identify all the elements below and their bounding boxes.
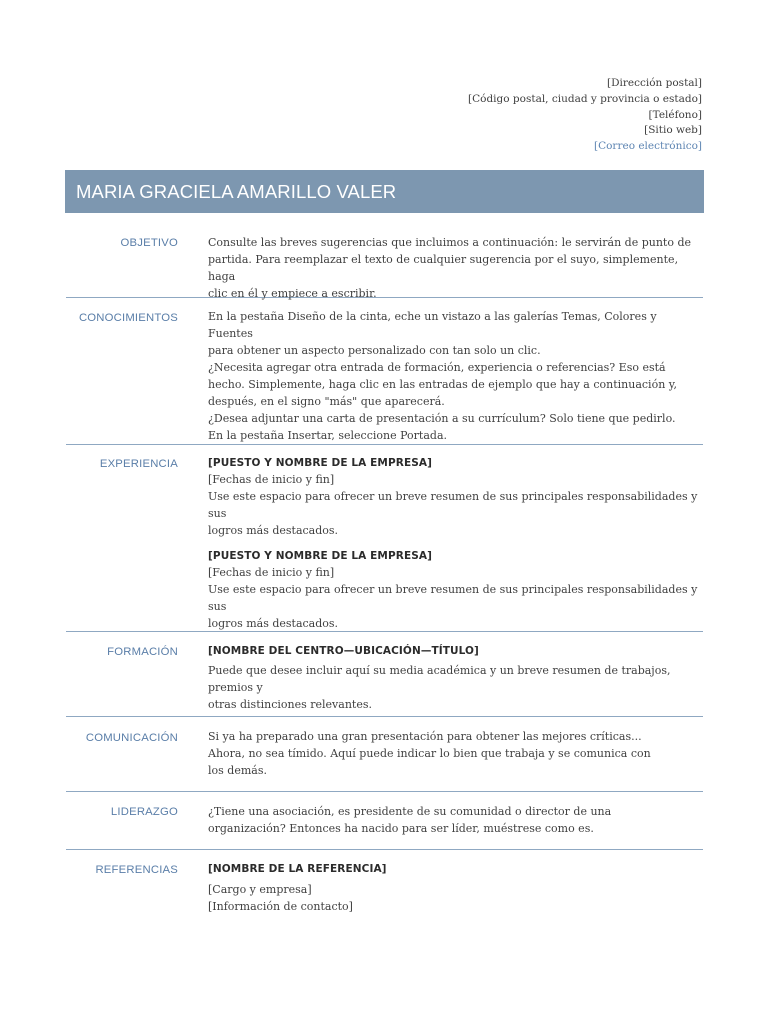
- section-body-objetivo: [208, 234, 703, 302]
- entry-title: [PUESTO Y NOMBRE DE LA EMPRESA]: [208, 550, 433, 562]
- text-line: En la pestaña Diseño de la cinta, eche un vistazo a las galerías Temas, Colores y Fuentes: [208, 310, 657, 340]
- section-label-referencias: REFERENCIAS: [95, 864, 178, 876]
- section-label-objetivo: OBJETIVO: [120, 237, 178, 249]
- experience-entry: [208, 548, 703, 632]
- text-line: hecho. Simplemente, haga clic en las entradas de ejemplo que hay a continuación y,: [208, 378, 678, 391]
- text-line: para obtener un aspecto personalizado con tan solo un clic.: [208, 344, 541, 357]
- text-line: Ahora, no sea tímido. Aquí puede indicar lo bien que trabaja y se comunica con: [208, 747, 651, 760]
- text-line: clic en él y empiece a escribir.: [208, 287, 377, 300]
- entry-title: [NOMBRE DEL CENTRO—UBICACIÓN—TÍTULO]: [208, 645, 479, 657]
- website: [Sitio web]: [644, 124, 702, 137]
- entry-description: Use este espacio para ofrecer un breve resumen de sus principales responsabilidades y sus: [208, 583, 698, 613]
- section-label-experiencia: EXPERIENCIA: [99, 458, 178, 470]
- reference-contact: [Información de contacto]: [208, 900, 353, 913]
- text-line: organización? Entonces ha nacido para ser líder, muéstrese como es.: [208, 822, 594, 835]
- text-line: otras distinciones relevantes.: [208, 698, 372, 711]
- text-line: después, en el signo "más" que aparecerá.: [208, 395, 445, 408]
- section-body-experiencia: [208, 455, 703, 632]
- name-banner: [65, 170, 704, 213]
- postal-code-city: [Código postal, ciudad y provincia o estado]: [468, 92, 702, 105]
- text-line: Consulte las breves sugerencias que incluimos a continuación: le servirán de punto de: [208, 236, 692, 249]
- entry-dates: [Fechas de inicio y fin]: [208, 473, 335, 486]
- section-label-formacion: FORMACIÓN: [107, 646, 178, 658]
- email[interactable]: [Correo electrónico]: [593, 140, 702, 153]
- section-formacion: [66, 632, 703, 717]
- full-name: MARIA GRACIELA AMARILLO VALER: [76, 180, 397, 202]
- phone: [Teléfono]: [648, 108, 702, 121]
- entry-description: Use este espacio para ofrecer un breve resumen de sus principales responsabilidades y sus: [208, 490, 698, 520]
- text-line: ¿Desea adjuntar una carta de presentación a su currículum? Solo tiene que pedirlo.: [208, 412, 676, 425]
- entry-title: [NOMBRE DE LA REFERENCIA]: [208, 863, 387, 875]
- section-objetivo: [66, 224, 703, 298]
- section-label-conocimientos: CONOCIMIENTOS: [78, 312, 178, 324]
- text-line: partida. Para reemplazar el texto de cualquier sugerencia por el suyo, simplemente, haga: [208, 253, 679, 283]
- text-line: Si ya ha preparado una gran presentación para obtener las mejores críticas...: [208, 730, 642, 743]
- entry-description: logros más destacados.: [208, 524, 339, 537]
- entry-title: [PUESTO Y NOMBRE DE LA EMPRESA]: [208, 457, 433, 469]
- text-line: ¿Tiene una asociación, es presidente de su comunidad o director de una: [208, 805, 612, 818]
- section-label-comunicacion: COMUNICACIÓN: [85, 732, 178, 744]
- text-line: En la pestaña Insertar, seleccione Portada.: [208, 429, 448, 442]
- reference-position: [Cargo y empresa]: [208, 883, 312, 896]
- section-body-comunicacion: [208, 728, 703, 779]
- section-experiencia: [66, 445, 703, 632]
- entry-dates: [Fechas de inicio y fin]: [208, 566, 335, 579]
- section-body-referencias: [208, 861, 703, 915]
- text-line: Puede que desee incluir aquí su media académica y un breve resumen de trabajos, premios y: [208, 664, 671, 694]
- entry-description: logros más destacados.: [208, 617, 339, 630]
- section-body-formacion: [208, 643, 703, 713]
- contact-info: [468, 76, 702, 155]
- section-comunicacion: [66, 717, 703, 792]
- section-referencias: [66, 850, 703, 930]
- section-body-liderazgo: [208, 803, 703, 837]
- text-line: los demás.: [208, 764, 267, 777]
- section-body-conocimientos: [208, 308, 703, 444]
- experience-entry: [208, 455, 703, 539]
- section-label-liderazgo: LIDERAZGO: [110, 806, 178, 818]
- section-conocimientos: [66, 298, 703, 445]
- section-liderazgo: [66, 792, 703, 850]
- text-line: ¿Necesita agregar otra entrada de formación, experiencia o referencias? Eso está: [208, 361, 666, 374]
- postal-address: [Dirección postal]: [606, 77, 702, 89]
